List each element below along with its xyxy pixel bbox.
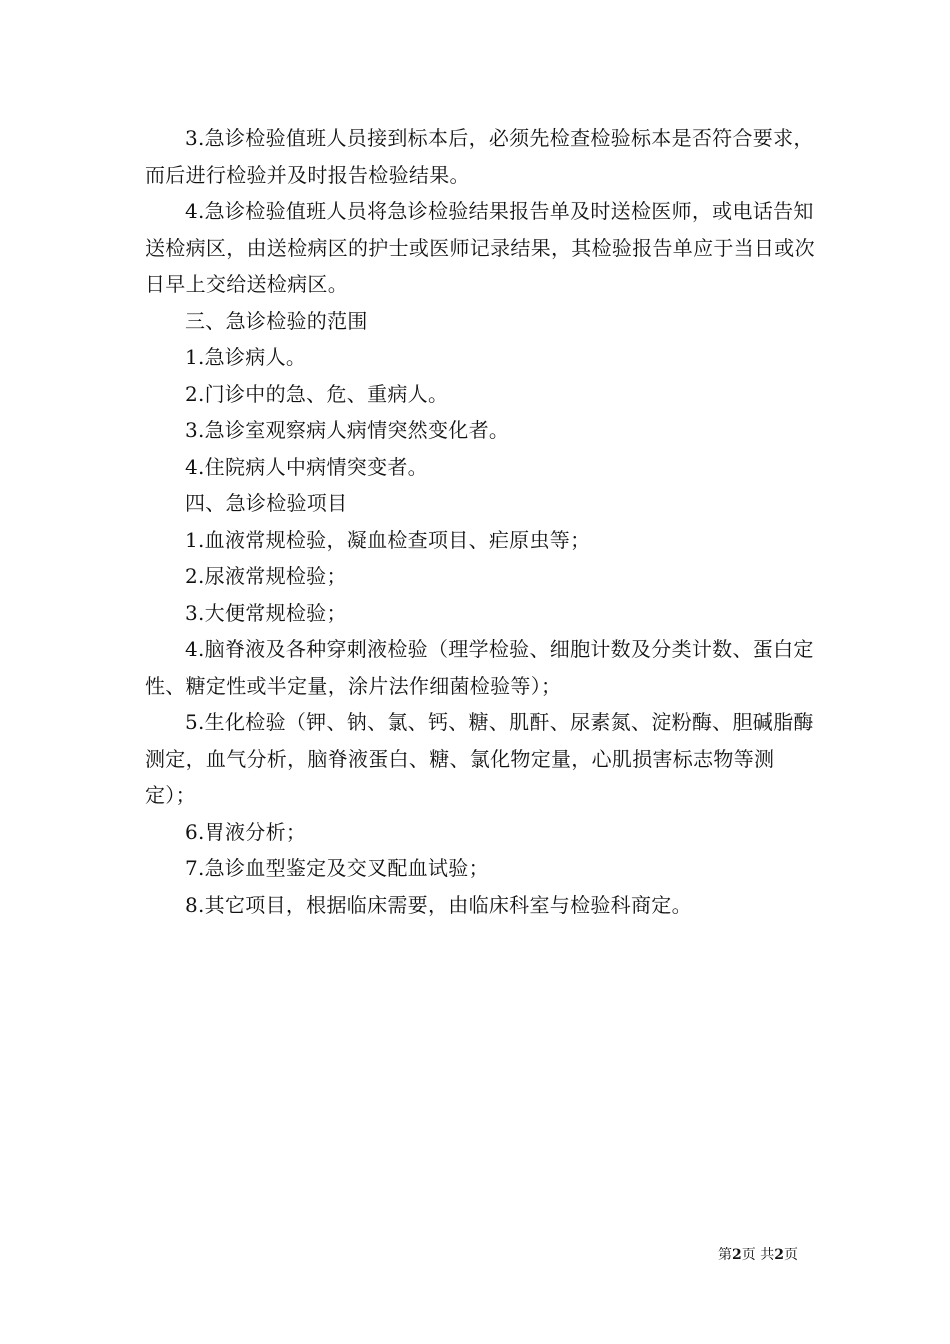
scope-item-1: 1.急诊病人。 (185, 345, 307, 369)
section-heading-scope: 三、急诊检验的范围 (185, 308, 368, 333)
scope-item-4: 4.住院病人中病情突变者。 (185, 454, 428, 479)
test-item-5: 5.生化检验（钾、钠、氯、钙、糖、肌酐、尿素氮、淀粉酶、胆碱脂酶测定，血气分析，脑脊液蛋白、糖、氯化物定量，心肌损害标志物等测定）； (145, 710, 814, 807)
page-footer (718, 1245, 798, 1265)
paragraph-item-3-specimen-check: 3.急诊检验值班人员接到标本后，必须先检查检验标本是否符合要求，而后进行检验并及时报告检验结果。 (145, 126, 814, 187)
test-item-3: 3.大便常规检验； (185, 600, 347, 625)
test-item-4: 4.脑脊液及各种穿刺液检验（理学检验、细胞计数及分类计数、蛋白定性、糖定性或半定量，涂片法作细菌检验等）； (145, 637, 814, 698)
footer-prefix: 第 (718, 1247, 732, 1263)
footer-total-pages: 2 (774, 1247, 784, 1263)
test-item-1: 1.血液常规检验，凝血检查项目、疟原虫等； (185, 527, 591, 552)
test-item-8: 8.其它项目，根据临床需要，由临床科室与检验科商定。 (185, 892, 692, 917)
footer-suffix: 页 (783, 1247, 798, 1263)
section-heading-items: 四、急诊检验项目 (185, 491, 348, 515)
footer-middle: 页 共 (741, 1247, 775, 1263)
test-item-7: 7.急诊血型鉴定及交叉配血试验； (185, 856, 489, 880)
scope-item-2: 2.门诊中的急、危、重病人。 (185, 381, 449, 406)
document-body (145, 120, 825, 923)
scope-item-3: 3.急诊室观察病人病情突然变化者。 (185, 418, 510, 442)
test-item-2: 2.尿液常规检验； (185, 564, 347, 588)
test-item-6: 6.胃液分析； (185, 819, 307, 844)
paragraph-item-4-report-delivery: 4.急诊检验值班人员将急诊检验结果报告单及时送检医师，或电话告知送检病区，由送检病区的护士或医师记录结果，其检验报告单应于当日或次日早上交给送检病区。 (145, 199, 815, 296)
footer-current-page: 2 (732, 1247, 742, 1263)
